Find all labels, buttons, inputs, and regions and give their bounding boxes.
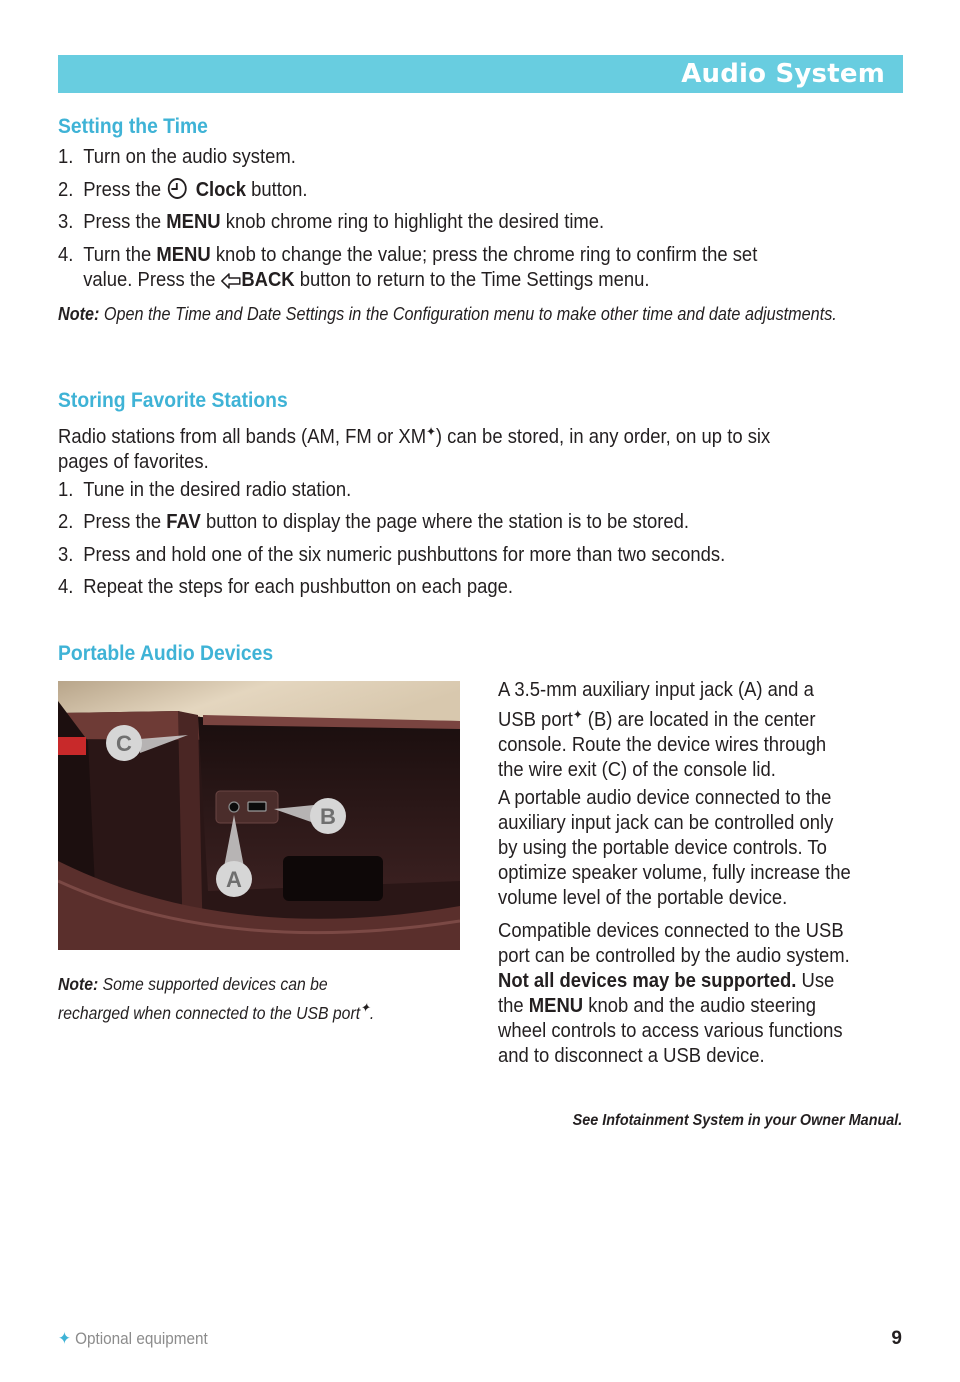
intro-text-pre: Radio stations from all bands (AM, FM or XM [58, 425, 427, 448]
note-text-line1: Some supported devices can be [102, 974, 328, 994]
note-text: Open the Time and Date Settings in the Configuration menu to make other time and date adjustments. [103, 304, 837, 324]
step-text [83, 242, 893, 292]
step-text-pre: Turn the [83, 243, 152, 266]
keyword-fav: FAV [166, 510, 201, 533]
para-text: USB port [498, 708, 573, 731]
para-line: port can be controlled by the audio system. [498, 944, 850, 967]
step-text-post: knob chrome ring to highlight the desired time. [225, 210, 605, 233]
keyword-clock: Clock [195, 178, 246, 201]
optional-star-icon: ✦ [360, 1000, 370, 1015]
step-text: Turn on the audio system. [83, 145, 296, 168]
step-number: 3. [58, 210, 74, 233]
para-line [498, 993, 876, 1018]
section-title-portable-audio: Portable Audio Devices [58, 642, 274, 665]
step-text-pre: Press the [83, 210, 162, 233]
step-text-post: button. [251, 178, 308, 201]
step-number: 1. [58, 478, 74, 501]
para-line: console. Route the device wires through [498, 733, 827, 756]
keyword-menu: MENU [166, 210, 221, 233]
step-number: 4. [58, 575, 74, 598]
console-photo [58, 681, 460, 950]
para-text: (B) are located in the center [582, 708, 816, 731]
para-line: and to disconnect a USB device. [498, 1044, 765, 1067]
step-text [83, 509, 893, 534]
photo-label-a: A [226, 867, 242, 892]
note-label: Note: [58, 974, 99, 994]
para-text: Use [796, 969, 835, 992]
para-text: knob and the audio steering [583, 994, 816, 1017]
step-number: 2. [58, 178, 74, 201]
footnote-text: Optional equipment [75, 1329, 208, 1348]
stations-intro [58, 419, 868, 474]
clock-icon [168, 178, 187, 199]
step-text: Repeat the steps for each pushbutton on each page. [83, 575, 513, 598]
portable-para-3 [498, 918, 876, 1068]
portable-para-1 [498, 677, 876, 782]
footnote-optional [58, 1329, 208, 1349]
intro-text-post: ) can be stored, in any order, on up to six [435, 425, 771, 448]
para-line: auxiliary input jack can be controlled only [498, 811, 834, 834]
page-number: 9 [891, 1328, 902, 1349]
note-label: Note: [58, 304, 100, 324]
step-text-post: knob to change the value; press the chrome ring to confirm the set [215, 243, 758, 266]
step-text-line2-pre: value. Press the [83, 268, 216, 291]
step-text-line2-post: button to return to the Time Settings menu. [299, 268, 650, 291]
photo-label-c: C [116, 731, 132, 756]
step-number: 4. [58, 243, 74, 266]
header-bar [58, 55, 903, 93]
step-text-pre: Press the [83, 510, 162, 533]
note-text-line2: recharged when connected to the USB port [58, 1003, 361, 1023]
back-arrow-icon [221, 273, 241, 289]
see-owner-manual: See Infotainment System in your Owner Manual. [572, 1112, 902, 1129]
step-number: 2. [58, 510, 74, 533]
section-title-favorite-stations: Storing Favorite Stations [58, 389, 288, 412]
step-number: 3. [58, 543, 74, 566]
optional-star-icon: ✦ [58, 1329, 71, 1348]
para-line [498, 702, 876, 732]
optional-star-icon: ✦ [572, 707, 583, 722]
portable-para-2 [498, 785, 876, 910]
step-text-pre: Press the [83, 178, 162, 201]
keyword-menu: MENU [528, 994, 584, 1017]
section-title-setting-time: Setting the Time [58, 115, 208, 138]
step-number: 1. [58, 145, 74, 168]
keyword-menu: MENU [156, 243, 211, 266]
step-text [83, 177, 893, 202]
step-text: Press and hold one of the six numeric pushbuttons for more than two seconds. [83, 543, 726, 566]
console-illustration [58, 681, 460, 950]
para-line: A 3.5-mm auxiliary input jack (A) and a [498, 678, 814, 701]
page-title: Audio System [681, 59, 885, 89]
para-line: volume level of the portable device. [498, 886, 788, 909]
para-line: by using the portable device controls. To [498, 836, 827, 859]
intro-text-line2: pages of favorites. [58, 450, 209, 473]
para-line: Compatible devices connected to the USB [498, 919, 844, 942]
keyword-back: BACK [241, 268, 295, 291]
para-line: optimize speaker volume, fully increase the [498, 861, 851, 884]
step-text: Tune in the desired radio station. [83, 478, 352, 501]
para-line: wheel controls to access various functions [498, 1019, 843, 1042]
para-bold-text: Not all devices may be supported. [498, 969, 797, 992]
note-text-end: . [369, 1003, 375, 1023]
step-text [83, 209, 893, 234]
step-text-post: button to display the page where the station is to be stored. [205, 510, 690, 533]
para-line [498, 968, 876, 993]
time-note [58, 303, 850, 326]
photo-label-b: B [320, 804, 336, 829]
para-text: the [498, 994, 529, 1017]
para-line: the wire exit (C) of the console lid. [498, 758, 776, 781]
para-line: A portable audio device connected to the [498, 786, 832, 809]
optional-star-icon: ✦ [426, 424, 436, 439]
